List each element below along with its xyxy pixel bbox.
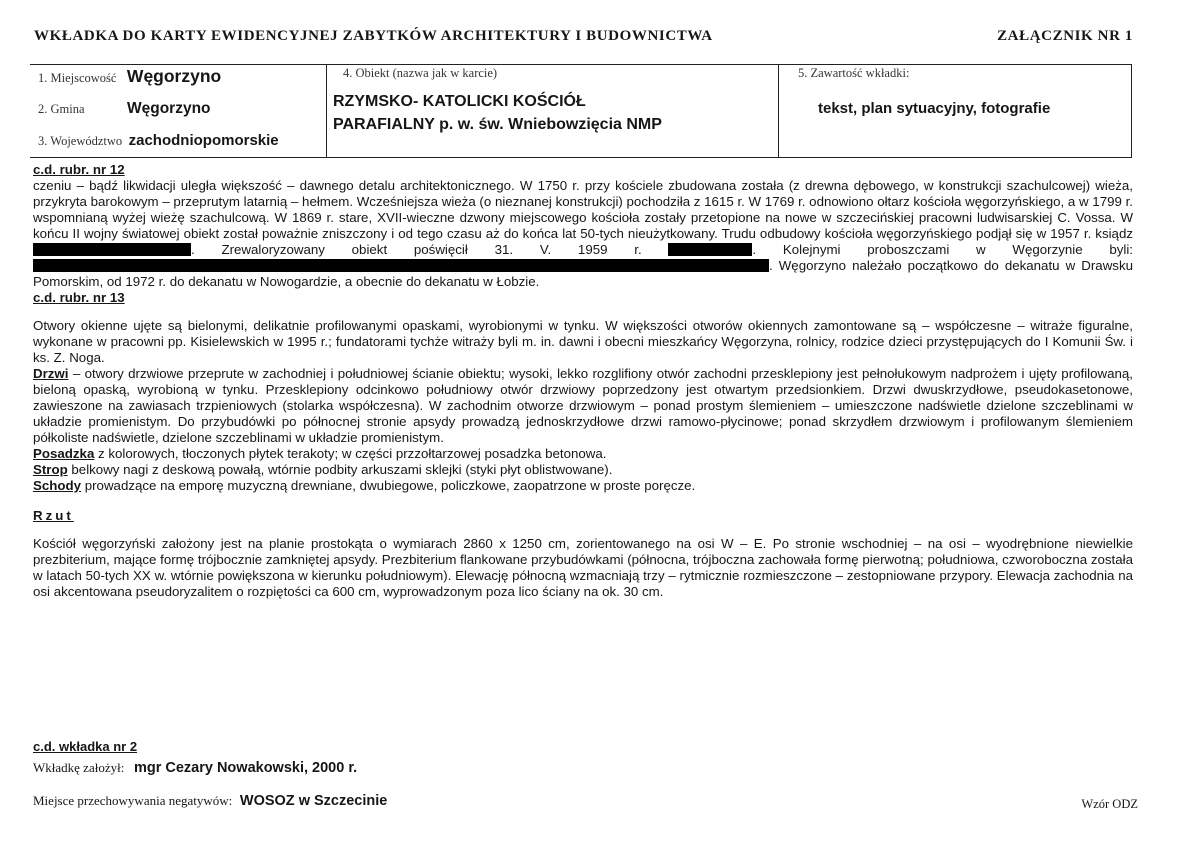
keyword: Schody	[33, 478, 82, 493]
field-value: RZYMSKO- KATOLICKI KOŚCIÓŁ	[333, 93, 586, 110]
negatives-line	[33, 793, 387, 809]
negatives-value: WOSOZ w Szczecinie	[239, 793, 388, 809]
field-label: 5. Zawartość wkładki:	[798, 66, 910, 80]
document-title: WKŁADKA DO KARTY EWIDENCYJNEJ ZABYTKÓW ARCHITEKTURY I BUDOWNICTWA	[34, 28, 713, 44]
negatives-label: Miejsce przechowywania negatywów:	[33, 793, 233, 808]
section-heading: c.d. rubr. nr 13	[33, 290, 125, 305]
keyword: Posadzka	[33, 446, 95, 461]
paragraph: Schody prowadzące na emporę muzyczną drewniane, dwubiegowe, policzkowe, zaopatrzone w proste poręcze.	[33, 478, 696, 493]
keyword: Strop	[33, 462, 68, 477]
paragraph: Strop belkowy nagi z deskową powałą, wtórnie podbity arkuszami sklejki (styki płyt oblistwowane).	[33, 462, 613, 477]
field-value: Węgorzyno	[126, 66, 222, 86]
author-value: mgr Cezary Nowakowski, 2000 r.	[133, 760, 358, 776]
author-label: Wkładkę założył:	[33, 760, 125, 775]
paragraph: Kościół węgorzyński założony jest na planie prostokąta o wymiarach 2860 x 1250 cm, zorientowanego na osi W – E. Po stronie wschodniej – na osi – wyodrębnione niewielkie prezbiterium, mające formę trójbocznie zamkniętej apsydy. Prezbiterium flankowane przybudówkami (północna, trójboczna zachowała formę pierwotną; południowa, czworoboczna została w latach 50-tych XX w. wtórnie powiększona w kierunku południowym). Elewację północną wzmacniają trzy – rytmicznie rozmieszczone – zestopniowane przypory. Elewacja zachodnia na osi akcentowana pseudoryzalitem o rozpiętości ca 600 cm, wyprowadzonym poza lico ściany na ok. 30 cm.	[33, 536, 1133, 599]
field-label: 3. Województwo	[38, 134, 123, 148]
field-wojewodztwo	[38, 132, 279, 150]
field-label: 2. Gmina	[38, 102, 85, 116]
fields-box	[30, 64, 1132, 158]
form-template-label: Wzór ODZ	[1081, 797, 1138, 811]
field-value: zachodniopomorskie	[128, 132, 279, 149]
redaction-bar	[33, 259, 769, 272]
section-heading: Rzut	[33, 508, 74, 523]
paragraph: Drzwi – otwory drzwiowe przeprute w zachodniej i południowej ścianie obiektu; wysoki, lekko rozglifiony otwór zachodni przesklepiony jest pełnołukowym nadprożem i ujęty profilowaną, bieloną opaską, wyrobioną w tynku. Przesklepiony odcinkowo południowy otwór drzwiowy poprzedzony jest otwartym przedsionkiem. Drzwi dwuskrzydłowe, pseudokasetonowe, zawieszone na zawiasach trzpieniowych (stolarka współczesna). W zachodnim otworze drzwiowym – ponad prostym ślemieniem – umieszczone nadświetle dzielone szczeblinami w układzie promienistym. Do przybudówki po północnej stronie apsydy prowadzą jednoskrzydłowe drzwi ramowo-płycinowe; ponad skrzydłem drzwiowym i profilowanym ślemieniem półkoliste nadświetle, dzielone szczeblinami w układzie promienistym.	[33, 366, 1133, 445]
field-value: PARAFIALNY p. w. św. Wniebowzięcia NMP	[333, 116, 662, 133]
redaction-bar	[33, 243, 191, 256]
keyword: Drzwi	[33, 366, 69, 381]
annex-number: ZAŁĄCZNIK NR 1	[997, 28, 1133, 44]
field-divider	[778, 65, 779, 157]
field-label: 1. Miejscowość	[38, 71, 117, 85]
paragraph: czeniu – bądź likwidacji uległa większość – dawnego detalu architektonicznego. W 1750 r. przy kościele zbudowana została (z drewna dębowego, w konstrukcji szachulcowej) wieża, przykryta barokowym – przeprutym latarnią – hełmem. Wcześniejsza wieża (o nieznanej konstrukcji) pochodziła z 1615 r. W 1769 r. odnowiono ołtarz kościoła węgorzyńskiego, a w 1799 r. wspomnianą wyżej wieżę szachulcową. W 1869 r. stare, XVII-wieczne dzwony miejscowego kościoła zostały przetopione na nowe w szczecińskiej pracowni ludwisarskiej C. Vossa. W końcu II wojny światowej obiekt został poważnie zniszczony i od tego czasu aż do końca lat 50-tych nieużytkowany. Trudu odbudowy kościoła węgorzyńskiego podjął się w 1957 r. ksiądz . Zrewaloryzowany obiekt poświęcił 31. V. 1959 r. . Kolejnymi proboszczami w Węgorzynie byli: . Węgorzyno należało początkowo do dekanatu w Drawsku Pomorskim, od 1972 r. do dekanatu w Nowogardzie, a obecnie do dekanatu w Łobzie.	[33, 178, 1134, 289]
field-value: Węgorzyno	[126, 100, 211, 117]
redaction-bar	[668, 243, 752, 256]
field-divider	[326, 65, 327, 157]
paragraph: Posadzka z kolorowych, tłoczonych płytek terakoty; w części przzołtarzowej posadzka betonowa.	[33, 446, 607, 461]
field-label: 4. Obiekt (nazwa jak w karcie)	[343, 66, 498, 80]
document-body	[33, 162, 1133, 600]
author-line	[33, 760, 357, 776]
field-miejscowosc	[38, 66, 221, 87]
paragraph: Otwory okienne ujęte są bielonymi, delikatnie profilowanymi opaskami, wyrobionymi w tynku. W większości otworów okiennych zamontowane są – współczesne – witraże figuralne, wykonane w pracowni pp. Kisielewskich w 1995 r.; fundatorami tychże witraży byli m. in. dawni i obecni mieszkańcy Węgorzyna, rolnicy, rodzice dzieci przystępujących do I Komunii Św. i ks. Z. Noga.	[33, 318, 1133, 365]
field-gmina	[38, 100, 211, 118]
section-heading: c.d. rubr. nr 12	[33, 162, 125, 177]
next-insert-note: c.d. wkładka nr 2	[33, 739, 138, 754]
field-value: tekst, plan sytuacyjny, fotografie	[818, 100, 1051, 117]
